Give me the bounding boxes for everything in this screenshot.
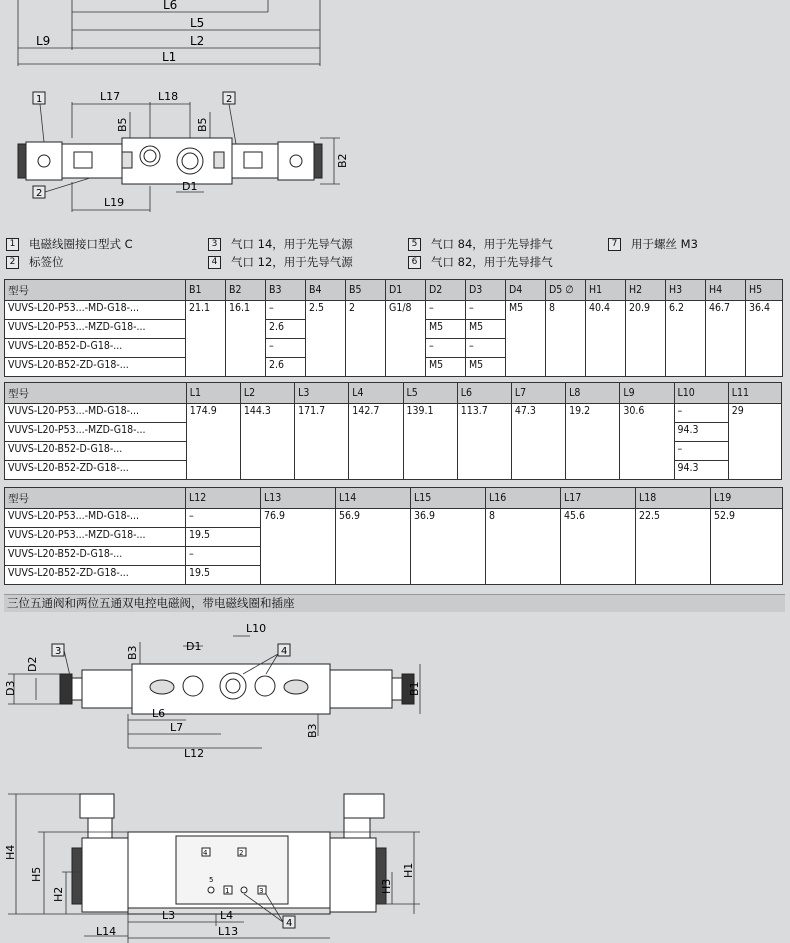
table-row: VUVS-L20-B52-ZD-G18-... 94.3	[5, 461, 782, 480]
dimension-drawing-top	[0, 0, 790, 70]
port-mark-1: 1	[225, 887, 230, 895]
double-valve-front-view	[0, 786, 790, 943]
dim-H4: H4	[4, 844, 17, 860]
callout-3: 3	[55, 646, 62, 657]
dim-L3: L3	[162, 909, 176, 922]
table-row: VUVS-L20-B52-D-G18-... – – –	[5, 339, 783, 358]
dim-D1: D1	[186, 640, 202, 653]
spec-table-1	[4, 279, 783, 377]
table-header: 型号 B1 B2 B3 B4 B5 D1 D2 D3 D4 D5 ∅ H1 H2 H3 H4 H5	[5, 280, 783, 301]
dim-L2: L2	[190, 34, 205, 48]
table-row: VUVS-L20-B52-D-G18-... –	[5, 442, 782, 461]
dim-H5: H5	[30, 866, 43, 882]
dim-L12: L12	[184, 747, 205, 760]
dim-B5-right: B5	[196, 117, 209, 132]
dim-B2: B2	[336, 153, 349, 168]
dim-L13: L13	[218, 925, 239, 938]
spec-table-3	[4, 487, 783, 585]
dim-B5-left: B5	[116, 117, 129, 132]
dim-L18: L18	[158, 90, 179, 103]
dim-D1: D1	[182, 180, 198, 193]
port-mark-2: 2	[239, 849, 244, 857]
table-row: VUVS-L20-P53...-MD-G18-... 174.9 144.3 171.7 142.7 139.1 113.7 47.3 19.2 30.6 – 29	[5, 404, 782, 423]
dim-L14: L14	[96, 925, 117, 938]
legend-item-3: 3 气口 14，用于先导气源	[208, 236, 353, 252]
dim-L5: L5	[190, 16, 205, 30]
dim-H2: H2	[52, 886, 65, 902]
valve-top-view	[0, 82, 790, 222]
table-header: 型号 L1 L2 L3 L4 L5 L6 L7 L8 L9 L10 L11	[5, 383, 782, 404]
callout-4-front: 4	[286, 918, 293, 929]
dim-B1: B1	[408, 681, 421, 696]
spec-table-2	[4, 382, 782, 480]
table-row: VUVS-L20-P53...-MZD-G18-... 2.6 M5 M5	[5, 320, 783, 339]
legend-item-4: 4 气口 12，用于先导气源	[208, 254, 353, 270]
table-row: VUVS-L20-B52-ZD-G18-... 19.5	[5, 566, 783, 585]
dim-L9: L9	[36, 34, 51, 48]
port-mark-4: 4	[203, 849, 208, 857]
port-mark-3: 3	[259, 887, 264, 895]
dim-B3-top: B3	[126, 645, 139, 660]
table-row: VUVS-L20-P53...-MZD-G18-... 19.5	[5, 528, 783, 547]
legend-item-7: 7 用于螺丝 M3	[608, 236, 698, 252]
dim-D2: D2	[26, 656, 39, 672]
dim-L1: L1	[162, 50, 177, 64]
legend-item-2: 2 标签位	[6, 254, 64, 270]
table-row: VUVS-L20-P53...-MZD-G18-... 94.3	[5, 423, 782, 442]
dim-D3: D3	[4, 680, 17, 696]
dim-L4: L4	[220, 909, 234, 922]
table-row: VUVS-L20-P53...-MD-G18-... – 76.9 56.9 36.9 8 45.6 22.5 52.9	[5, 509, 783, 528]
dim-L10: L10	[246, 622, 267, 635]
table-header: 型号 L12 L13 L14 L15 L16 L17 L18 L19	[5, 488, 783, 509]
port-mark-5: 5	[209, 876, 214, 884]
legend-item-5: 5 气口 84，用于先导排气	[408, 236, 553, 252]
callout-1: 1	[36, 94, 43, 105]
table-row: VUVS-L20-B52-D-G18-... –	[5, 547, 783, 566]
dim-B3-bottom: B3	[306, 723, 319, 738]
dim-L6: L6	[152, 707, 166, 720]
table-row: VUVS-L20-P53...-MD-G18-... 21.1 16.1 – 2.5 2 G1/8 – – M5 8 40.4 20.9 6.2 46.7 36.4	[5, 301, 783, 320]
dim-H3: H3	[380, 878, 393, 894]
dim-H1: H1	[402, 862, 415, 878]
legend-item-1: 1 电磁线圈接口型式 C	[6, 236, 133, 252]
dim-L17: L17	[100, 90, 121, 103]
double-valve-top-view	[0, 616, 790, 766]
dim-L7: L7	[170, 721, 184, 734]
table-row: VUVS-L20-B52-ZD-G18-... 2.6 M5 M5	[5, 358, 783, 377]
section-caption: 三位五通阀和两位五通双电控电磁阀，带电磁线圈和插座	[4, 594, 785, 612]
callout-2-left: 2	[36, 188, 43, 199]
legend-item-6: 6 气口 82，用于先导排气	[408, 254, 553, 270]
dim-L19: L19	[104, 196, 125, 209]
callout-2-right: 2	[226, 94, 233, 105]
dim-L6: L6	[163, 0, 178, 12]
callout-4: 4	[281, 646, 288, 657]
